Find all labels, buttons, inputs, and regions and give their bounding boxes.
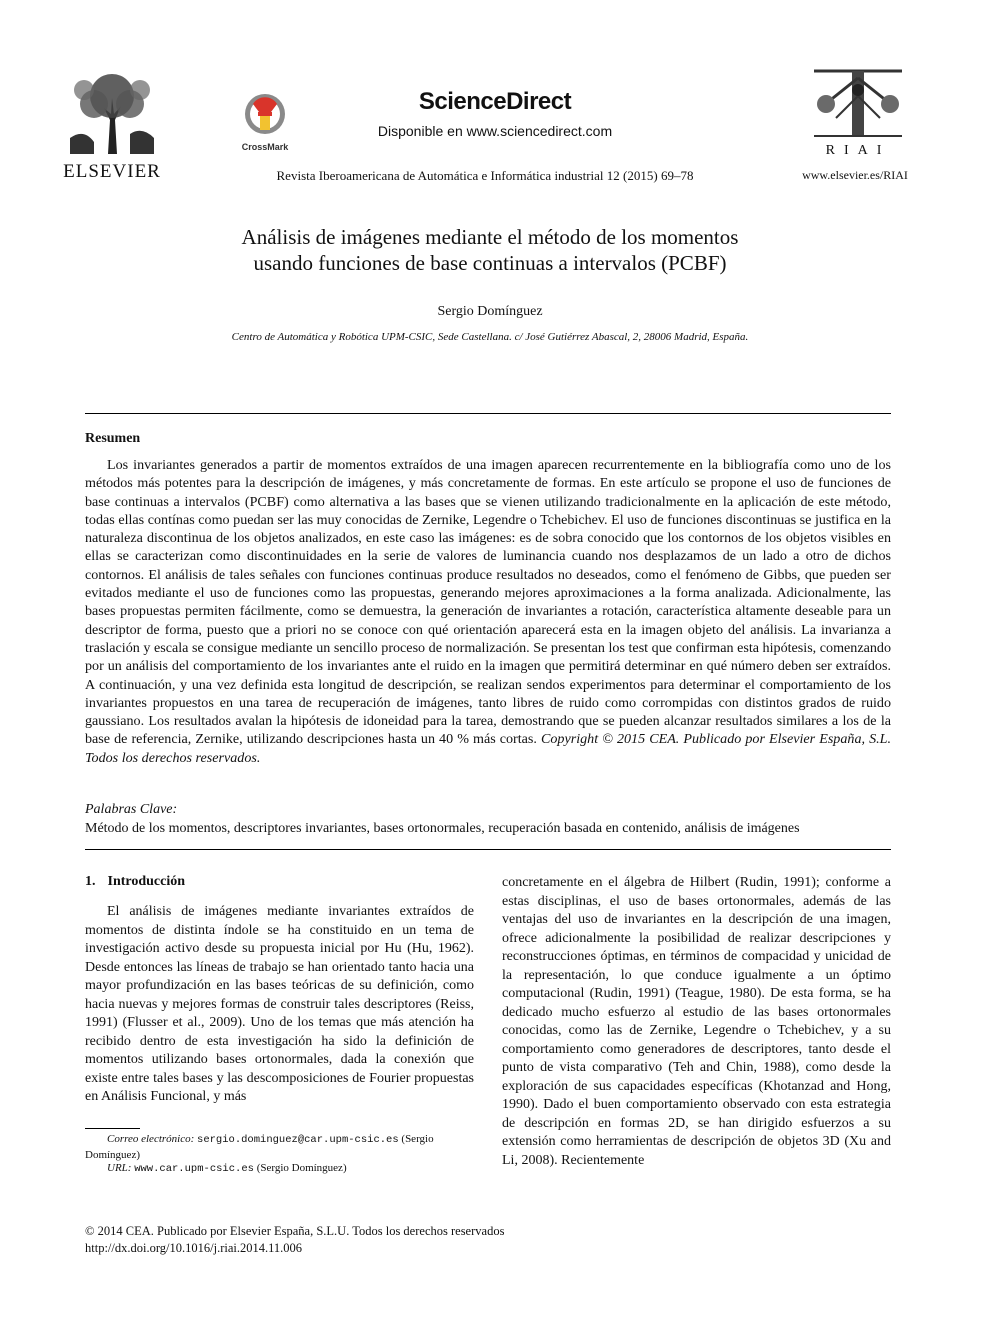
keywords-list: Método de los momentos, descriptores invariantes, bases ortonormales, recuperación basada en contenido, análisis de imágenes — [85, 821, 800, 836]
intro-left-column: El análisis de imágenes mediante invariantes extraídos de momentos de distinta índole se ha constituido en un tema de investigación activo desde su propuesta inicial por Hu (Hu, 1962). Desde entonces las líneas de trabajo se han orientado tanto hacia una mayor profundización en las bases teóricas de su definición, como hacia nuevas y mejores formas de construir tales descriptores (Reiss, 1991) (Flusser et al., 2009). Uno de los temas que más atención ha recibido dentro de esta investigación ha sido la definición de momentos utilizando bases ortonormales, dada la conexión que existe entre tales bases y las descomposiciones de Fourier propuestas en Análisis Funcional, y más — [85, 904, 474, 1104]
section-heading — [85, 874, 197, 890]
page-footer — [85, 1223, 504, 1257]
footer-copyright: © 2014 CEA. Publicado por Elsevier España, S.L.U. Todos los derechos reservados — [85, 1224, 505, 1238]
title-line-1: Análisis de imágenes mediante el método de los momentos — [241, 225, 739, 249]
footnote-url — [85, 1161, 474, 1177]
riai-wordmark: RIAI — [825, 143, 891, 158]
url-label: URL: — [107, 1162, 132, 1174]
footer-doi[interactable]: http://dx.doi.org/10.1016/j.riai.2014.11.006 — [85, 1241, 303, 1255]
url-link[interactable]: www.car.upm-csic.es — [134, 1163, 254, 1175]
sciencedirect-brand[interactable]: ScienceDirect — [418, 88, 572, 115]
footnote-email — [85, 1132, 474, 1163]
crossmark-badge[interactable] — [236, 92, 294, 152]
abstract-copyright: Copyright © 2015 CEA. Publicado por Elsevier España, S.L. Todos los derechos reservados. — [85, 731, 892, 766]
url-owner: (Sergio Domínguez) — [256, 1162, 347, 1174]
sciencedirect-header — [340, 88, 650, 139]
publisher-name: ELSEVIER — [63, 161, 161, 182]
availability-note: Disponible en www.sciencedirect.com — [377, 123, 613, 139]
riai-logo[interactable] — [808, 68, 908, 159]
elsevier-logo[interactable] — [62, 68, 162, 183]
journal-citation: Revista Iberoamericana de Automática e Informática industrial 12 (2015) 69–78 — [276, 168, 694, 183]
top-divider — [85, 413, 891, 414]
crossmark-icon — [243, 92, 287, 136]
intro-right-column: concretamente en el álgebra de Hilbert (Rudin, 1991); conforme a estas disciplinas, el uso de bases ortonormales, además de las ventajas del uso de invariantes en la descripción de una imagen, ofrece adicionalmente la posibilidad de realizar descripciones y reconstrucciones óptimas, en términos de compacidad y unicidad de la representación, lo que conduce igualmente a un óptimo computacional (Rudin, 1991) (Teague, 1980). De esta forma, se ha dedicado mucho esfuerzo al estudio de las bases ortonormales conocidas, como las de Zernike, Legendre o Tchebichev, y a su comportamiento como generadores de descriptores, tanto desde el punto de vista comparativo (Teh and Chin, 1988), como desde la exploración de sus capacidades específicas (Khotanzad and Hong, 1990). Dado el buen comportamiento observado con esta estrategia de descripción en formas 2D, se han dirigido esfuerzos a su extensión como herramientas de descripción de objetos 3D (Xu and Li, 2008). Recientemente — [502, 875, 891, 1168]
email-owner: (Sergio Domínguez) — [85, 1133, 434, 1161]
keywords-heading: Palabras Clave: — [85, 802, 178, 817]
footnote-rule — [85, 1128, 140, 1129]
section-title: Introducción — [107, 874, 186, 889]
abstract-body — [85, 456, 891, 767]
author-affiliation: Centro de Automática y Robótica UPM-CSIC, Sede Castellana. c/ José Gutiérrez Abascal, 2, 28006 Madrid, España. — [231, 331, 749, 343]
article-title — [140, 224, 840, 276]
abstract-divider — [85, 849, 891, 850]
email-label: Correo electrónico: — [107, 1133, 195, 1145]
email-address[interactable]: sergio.dominguez@car.upm-csic.es — [197, 1134, 399, 1146]
elsevier-tree-icon — [64, 68, 160, 154]
title-line-2: usando funciones de base continuas a intervalos (PCBF) — [253, 251, 727, 275]
riai-url[interactable]: www.elsevier.es/RIAI — [802, 168, 908, 182]
author-name: Sergio Domínguez — [437, 304, 543, 319]
section-number: 1. — [85, 874, 96, 889]
riai-pendulum-icon — [812, 68, 904, 138]
abstract-text: Los invariantes generados a partir de momentos extraídos de una imagen aparecen recurrentemente en la bibliografía como uno de los métodos más potentes para la descripción de imágenes, y más concretamente de formas. En este artículo se propone el uso de funciones de base continuas a intervalos (PCBF) como alternativa a las bases que se vienen utilizando tradicionalmente en la aplicación de este método, todas ellas contínas como puedan ser las muy conocidas de Zernike, Legendre o Tchebichev. El uso de funciones discontinuas se justifica en la naturaleza discontinua de los objetos analizados, en este caso las imágenes: es de sobra conocido que los contornos de los objetos visibles en ellas se caracterizan como discontinuidades en la serie de valores de luminancia cuando nos desplazamos de un lado a otro de dichos contornos. El análisis de tales señales con funciones continuas produce resultados no deseados, como el fenómeno de Gibbs, que pueden ser evitados mediante el uso de funciones como las propuestas, generando mejores aproximaciones a la forma analizada. Adicionalmente, las bases propuestas permiten fácilmente, como se demuestra, la generación de invariantes a rotación, característica altamente deseable para un descriptor de forma, puesto que a priori no se conoce con qué orientación aparecerá esta en la imagen objeto del análisis. La invarianza a traslación y escala se consigue mediante un sencillo proceso de normalización. Se presentan los test que confirman esta hipótesis, comenzando por un análisis del comportamiento de los invariantes ante el ruido en la imagen que permitirá determinar en qué número deben ser extraídos. A continuación, y una vez definida esta longitud de descripción, se realizan sendos experimentos para determinar el comportamiento de los invariantes propuestos en una tarea de recuperación de imágenes, tanto libres de ruido como corrompidas con distintos grados de ruido gaussiano. Los resultados avalan la hipótesis de idoneidad para la tarea, demostrando que se pueden alcanzar resultados similares a los de la base de referencia, Zernike, utilizando descripciones hasta un 40 % más cortas. — [85, 457, 891, 748]
crossmark-label: CrossMark — [241, 142, 289, 152]
abstract-heading: Resumen — [85, 431, 141, 446]
